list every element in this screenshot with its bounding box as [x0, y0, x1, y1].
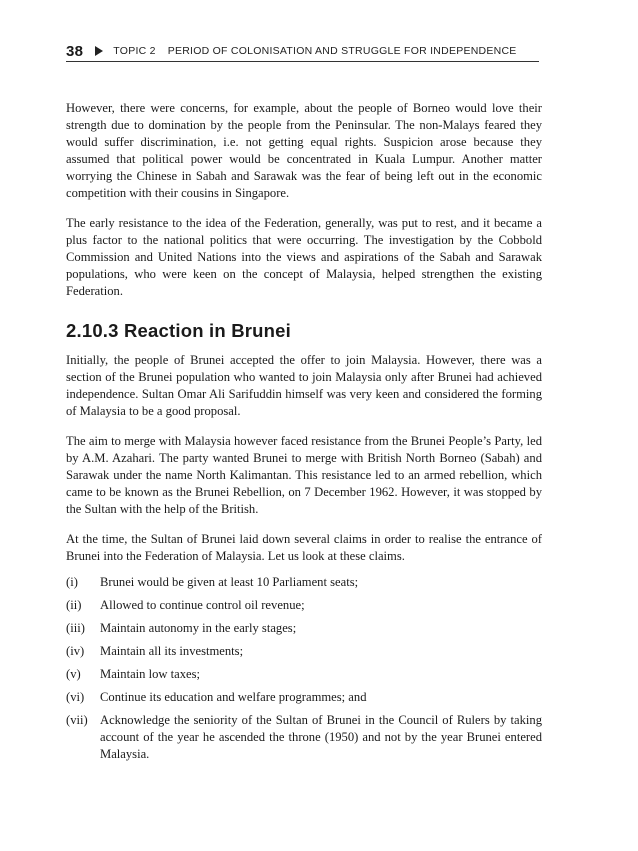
- list-item-number: (iv): [66, 644, 85, 658]
- list-item-number: (i): [66, 575, 78, 589]
- list-item: [66, 666, 542, 683]
- arrow-right-icon: [95, 46, 103, 56]
- list-item-text: Acknowledge the seniority of the Sultan of Brunei in the Council of Rulers by taking account of the year he ascended the throne (1950) and not by the year Brunei entered Malaysia.: [100, 713, 542, 761]
- paragraph: The early resistance to the idea of the Federation, generally, was put to rest, and it became a plus factor to the national politics that were occurring. The investigation by the Cobbold Commission and United Nations into the views and aspirations of the Sabah and Sarawak populations, who were keen on the concept of Malaysia, helped strengthen the existing Federation.: [66, 216, 542, 298]
- list-item-text: Brunei would be given at least 10 Parliament seats;: [100, 575, 359, 589]
- list-item-number: (vii): [66, 713, 88, 727]
- list-item: [66, 643, 542, 660]
- list-item: [66, 712, 542, 763]
- section-heading: 2.10.3 Reaction in Brunei: [66, 320, 292, 341]
- list-item: [66, 597, 542, 614]
- list-item-number: (ii): [66, 598, 82, 612]
- list-item-text: Maintain low taxes;: [100, 667, 201, 681]
- list-item-text: Maintain autonomy in the early stages;: [100, 621, 297, 635]
- list-item-text: Continue its education and welfare programmes; and: [100, 690, 367, 704]
- list-item: [66, 574, 542, 591]
- list-item-text: Maintain all its investments;: [100, 644, 244, 658]
- page-content: [66, 100, 542, 769]
- list-item-text: Allowed to continue control oil revenue;: [100, 598, 305, 612]
- paragraph: Initially, the people of Brunei accepted the offer to join Malaysia. However, there was a section of the Brunei population who wanted to join Malaysia only after Brunei had achieved independence. Sultan Omar Ali Sarifuddin himself was very keen and considered the forming of Malaysia to be a good proposal.: [66, 353, 542, 418]
- paragraph: However, there were concerns, for example, about the people of Borneo would love their strength due to domination by the people from the Peninsular. The non-Malays feared they would suffer discrimination, i.e. not getting equal rights. Suspicion arose because they assumed that political power would be concentrated in Kuala Lumpur. Another matter worrying the Chinese in Sabah and Sarawak was the fear of being left out in the economic competition with their cousins in Singapore.: [66, 101, 542, 200]
- page-number: 38: [66, 42, 84, 60]
- paragraph: The aim to merge with Malaysia however faced resistance from the Brunei People’s Party, led by A.M. Azahari. The party wanted Brunei to merge with British North Borneo (Sabah) and Sarawak under the name North Kalimantan. This resistance led to an armed rebellion, which came to be known as the Brunei Rebellion, on 7 December 1962. However, it was stopped by the Sultan with the help of the British.: [66, 434, 542, 516]
- list-item: [66, 689, 542, 706]
- page-header: [66, 41, 539, 62]
- header-title: PERIOD OF COLONISATION AND STRUGGLE FOR INDEPENDENCE: [167, 45, 517, 57]
- list-item-number: (vi): [66, 690, 85, 704]
- paragraph: At the time, the Sultan of Brunei laid down several claims in order to realise the entrance of Brunei into the Federation of Malaysia. Let us look at these claims.: [66, 532, 542, 563]
- list-item-number: (v): [66, 667, 81, 681]
- claims-list: [66, 574, 542, 763]
- header-topic: TOPIC 2: [113, 45, 156, 57]
- list-item-number: (iii): [66, 621, 85, 635]
- list-item: [66, 620, 542, 637]
